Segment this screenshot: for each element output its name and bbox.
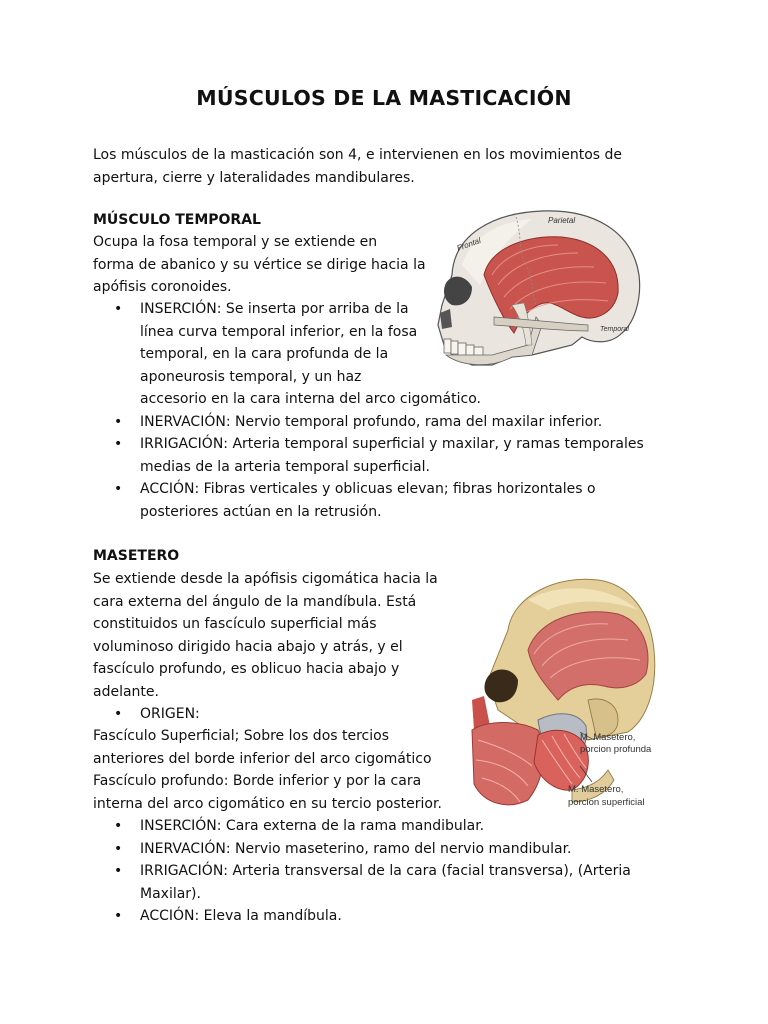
bullet-line: ORIGEN: bbox=[140, 706, 200, 722]
bullet-line: INERVACIÓN: Nervio temporal profundo, rama del maxilar inferior. bbox=[140, 413, 603, 430]
masetero-description bbox=[93, 568, 438, 703]
bullet-line: aponeurosis temporal, y un haz bbox=[140, 368, 362, 385]
label-frontal: Frontal bbox=[455, 235, 483, 253]
temporal-desc-line-1: Ocupa la fosa temporal y se extiende en bbox=[93, 234, 378, 250]
bullet-glyph: • bbox=[114, 436, 123, 452]
label-masetero-superficial-2: porcion superficial bbox=[568, 797, 645, 808]
bullet-origen bbox=[93, 703, 493, 726]
bullet-line: IRRIGACIÓN: Arteria transversal de la cara (facial transversa), (Arteria bbox=[140, 863, 631, 879]
bullet-line: accesorio en la cara interna del arco cigomático. bbox=[140, 391, 481, 407]
bullet-glyph: • bbox=[114, 413, 123, 430]
masetero-desc-line: cara externa del ángulo de la mandíbula. Está bbox=[93, 593, 417, 610]
bullet-line: INERVACIÓN: Nervio maseterino, ramo del nervio mandibular. bbox=[140, 840, 572, 857]
bullet-irrigacion-temporal bbox=[93, 433, 713, 478]
label-parietal: Parietal bbox=[548, 216, 576, 225]
temporal-description bbox=[93, 231, 426, 299]
temporal-desc-line-3: apófisis coronoides. bbox=[93, 279, 232, 295]
masetero-origen-list bbox=[93, 703, 493, 726]
bullet-glyph: • bbox=[114, 481, 123, 497]
bullet-line: INSERCIÓN: Se inserta por arriba de la bbox=[140, 301, 409, 317]
bullet-glyph: • bbox=[114, 301, 123, 317]
origen-line: Fascículo profundo: Borde inferior y por la cara bbox=[93, 773, 422, 789]
masetero-desc-line: voluminoso dirigido hacia abajo y atrás, y el bbox=[93, 638, 403, 655]
page-title: MÚSCULOS DE LA MASTICACIÓN bbox=[196, 86, 572, 110]
bullet-inervacion-temporal bbox=[93, 411, 713, 434]
label-masetero-profundo-2: porcion profunda bbox=[580, 744, 652, 755]
bullet-irrigacion-masetero bbox=[93, 860, 713, 905]
intro-line-1: Los músculos de la masticación son 4, e intervienen en los movimientos de bbox=[93, 147, 623, 163]
masseter-muscle-illustration bbox=[468, 570, 658, 815]
bullet-line: ACCIÓN: Eleva la mandíbula. bbox=[140, 908, 342, 924]
bullet-line: temporal, en la cara profunda de la bbox=[140, 346, 389, 362]
bullet-line: medias de la arteria temporal superficial. bbox=[140, 458, 430, 475]
intro-paragraph bbox=[93, 144, 622, 189]
label-masetero-profundo-1: M. Masetero, bbox=[580, 732, 636, 743]
bullet-line: IRRIGACIÓN: Arteria temporal superficial y maxilar, y ramas temporales bbox=[140, 436, 644, 452]
section-heading-temporal: MÚSCULO TEMPORAL bbox=[93, 212, 261, 228]
masetero-desc-line: fascículo profundo, es oblicuo hacia abajo y bbox=[93, 661, 400, 677]
bullet-glyph: • bbox=[114, 863, 123, 879]
bullet-insercion-masetero bbox=[93, 815, 713, 838]
temporal-muscle-illustration bbox=[432, 205, 644, 370]
masetero-desc-line: constituidos un fascículo superficial más bbox=[93, 616, 377, 632]
section-heading-masetero: MASETERO bbox=[93, 548, 180, 564]
masetero-origen-text bbox=[93, 725, 442, 815]
bullet-line: línea curva temporal inferior, en la fosa bbox=[140, 323, 418, 340]
origen-line: interna del arco cigomático en su tercio posterior. bbox=[93, 795, 442, 812]
origen-line: Fascículo Superficial; Sobre los dos tercios bbox=[93, 728, 390, 744]
label-temporal: Temporal bbox=[600, 326, 629, 333]
bullet-glyph: • bbox=[114, 908, 123, 924]
origen-line: anteriores del borde inferior del arco cigomático bbox=[93, 750, 432, 767]
label-masetero-superficial-1: M. Masetero, bbox=[568, 784, 624, 795]
masetero-desc-line: adelante. bbox=[93, 683, 159, 700]
temporal-desc-line-2: forma de abanico y su vértice se dirige hacia la bbox=[93, 256, 426, 273]
bullet-line: ACCIÓN: Fibras verticales y oblicuas elevan; fibras horizontales o bbox=[140, 481, 596, 497]
masetero-desc-line: Se extiende desde la apófisis cigomática hacia la bbox=[93, 571, 438, 587]
facial-muscles bbox=[472, 723, 543, 805]
bullet-line: posteriores actúan en la retrusión. bbox=[140, 503, 382, 520]
intro-line-2: apertura, cierre y lateralidades mandibulares. bbox=[93, 169, 415, 186]
bullet-glyph: • bbox=[114, 818, 123, 834]
bullet-line: INSERCIÓN: Cara externa de la rama mandibular. bbox=[140, 818, 485, 834]
bullet-inervacion-masetero bbox=[93, 838, 713, 861]
bullet-accion-temporal bbox=[93, 478, 713, 523]
bullet-glyph: • bbox=[114, 840, 123, 857]
bullet-accion-masetero bbox=[93, 905, 713, 928]
bullet-line: Maxilar). bbox=[140, 885, 201, 902]
bullet-glyph: • bbox=[114, 706, 123, 722]
masetero-bullet-list bbox=[93, 815, 713, 928]
